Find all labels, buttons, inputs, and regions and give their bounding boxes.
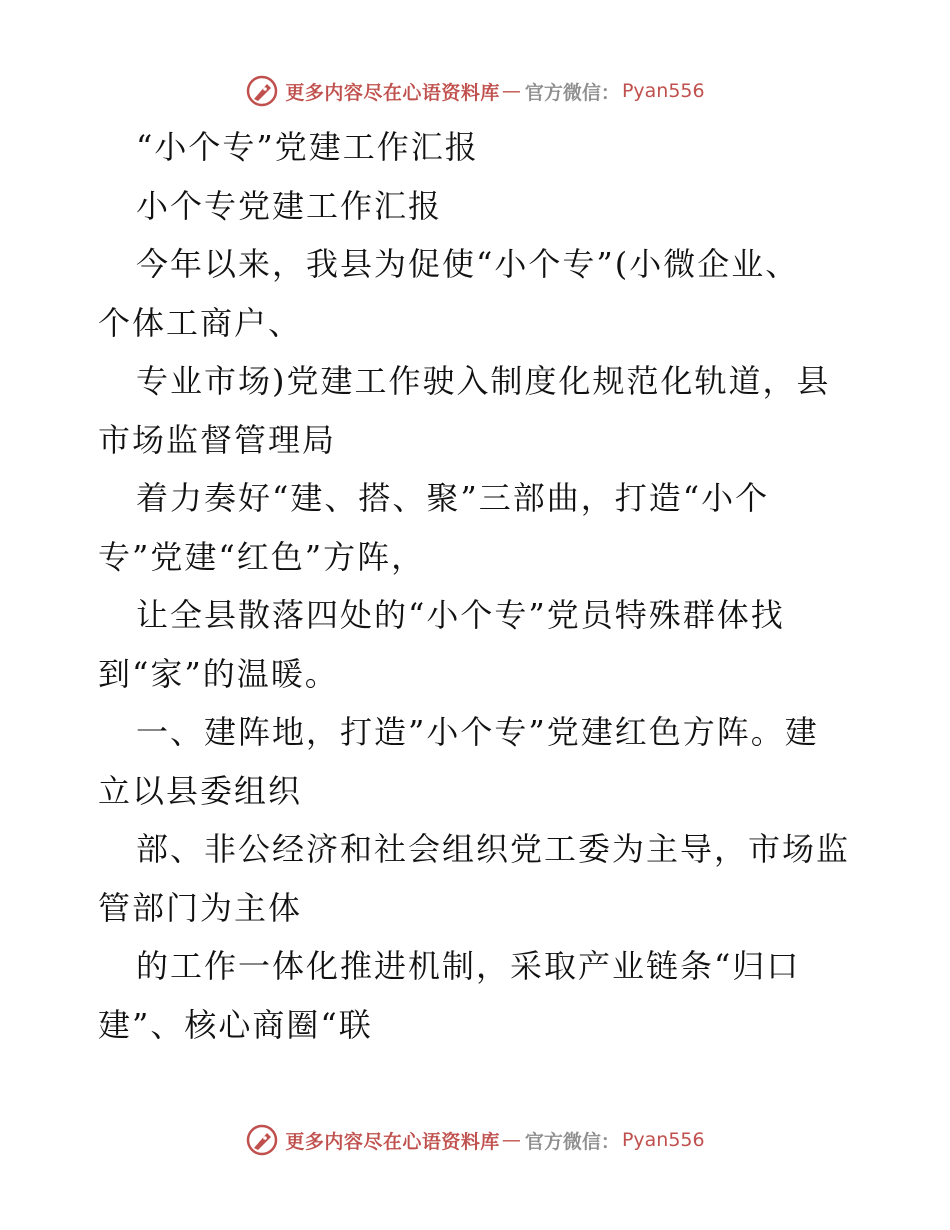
text-line: 市场监督管理局 [98, 420, 337, 459]
text-line: 部、非公经济和社会组织党工委为主导，市场监 [136, 830, 851, 868]
text-line: 着力奏好“建、搭、聚”三部曲，打造“小个 [136, 479, 770, 517]
document-body [98, 118, 858, 1054]
text-line: 一、建阵地，打造”小个专”党建红色方阵。建 [136, 713, 819, 751]
text-line: 建”、核心商圈“联 [98, 1005, 373, 1044]
watermark-official-label: 官方微信： [524, 1130, 620, 1153]
watermark-brand-text: 更多内容尽在心语资料库 [285, 1130, 500, 1153]
watermark-wechat-id: Pyan556 [621, 80, 705, 102]
text-line: 小个专党建工作汇报 [136, 186, 443, 225]
header-watermark [0, 71, 950, 111]
pen-nib-logo-icon [245, 74, 279, 108]
text-line: 立以县委组织 [98, 771, 303, 810]
watermark-separator: — [501, 80, 521, 102]
text-line: 让全县散落四处的“小个专”党员特殊群体找 [136, 596, 785, 634]
watermark-brand-text: 更多内容尽在心语资料库 [285, 81, 500, 104]
pen-nib-logo-icon [245, 1123, 279, 1157]
watermark-separator: — [501, 1129, 521, 1151]
text-line: 的工作一体化推进机制，采取产业链条“归口 [136, 947, 801, 985]
text-line: 今年以来，我县为促使“小个专”(小微企业、 [136, 245, 800, 283]
watermark-wechat-id: Pyan556 [621, 1129, 705, 1151]
text-line: 专”党建“红色”方阵， [98, 537, 426, 576]
text-line: 管部门为主体 [98, 888, 303, 927]
footer-watermark [0, 1120, 950, 1160]
watermark-official-label: 官方微信： [524, 81, 620, 104]
text-line: “小个专”党建工作汇报 [136, 128, 479, 166]
text-line: 到“家”的温暖。 [98, 654, 339, 693]
text-line: 专业市场)党建工作驶入制度化规范化轨道，县 [136, 362, 831, 400]
text-line: 个体工商户、 [98, 303, 303, 342]
